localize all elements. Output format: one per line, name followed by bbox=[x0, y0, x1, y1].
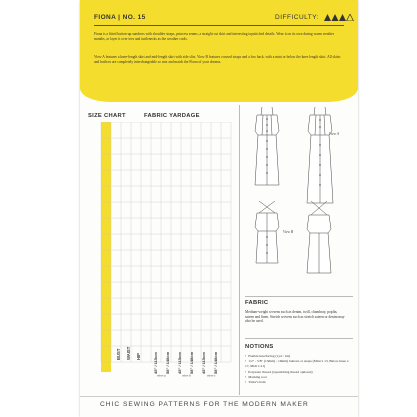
fabric-view-label: view a bbox=[157, 373, 166, 377]
difficulty-mark-1 bbox=[324, 14, 331, 21]
size-row-label: WAIST bbox=[126, 346, 131, 360]
pattern-envelope bbox=[80, 0, 358, 417]
notions-list bbox=[245, 354, 350, 385]
table-grid bbox=[101, 122, 231, 362]
difficulty-label: DIFFICULTY: bbox=[275, 14, 320, 21]
size-chart-heading: SIZE CHART bbox=[88, 113, 126, 119]
notion-item: • Polyester thread (topstitching thread optional) bbox=[245, 370, 350, 375]
column-divider bbox=[239, 105, 240, 395]
notions-heading: NOTIONS bbox=[245, 344, 274, 350]
technical-drawings bbox=[245, 105, 353, 280]
pattern-title: FIONA | NO. 15 bbox=[94, 14, 146, 21]
fabric-yardage-heading: FABRIC YARDAGE bbox=[144, 113, 200, 119]
footer-rule bbox=[80, 396, 358, 397]
fabric-width-label: 58" / 148cm bbox=[165, 351, 170, 374]
description-paragraph-2: View A features a knee-length skirt and mid-length skirt with side slits. View B features crossed straps and a low back, with a mini or below the knee length skirt. All skirts and bodices are completely interchangeable so mix and match the Fiona of your dreams. bbox=[94, 55, 341, 64]
description-paragraph-1: Fiona is a fitted button-up sundress with shoulder straps, princess seams, a straight cut skirt and interesting topstitched details. Wear it on its own during warm weather months, or layer it over tees and turtlenecks as the weather cools. bbox=[94, 32, 335, 41]
fabric-view-label: view c bbox=[207, 373, 216, 377]
fabric-width-label: 58" / 148cm bbox=[213, 351, 218, 374]
difficulty-mark-2 bbox=[332, 14, 339, 21]
difficulty-rating bbox=[324, 14, 354, 21]
notion-item: • Tailor's ham bbox=[245, 380, 350, 385]
view-b-label: View B bbox=[283, 230, 294, 234]
fabric-heading: FABRIC bbox=[245, 300, 269, 306]
fabric-width-label: 45" / 115cm bbox=[153, 352, 158, 374]
footer-tagline: CHIC SEWING PATTERNS FOR THE MODERN MAKER bbox=[100, 401, 309, 408]
size-column-band bbox=[101, 122, 111, 372]
view-b-back-drawing bbox=[307, 201, 331, 273]
notion-item: • Marking tool bbox=[245, 375, 350, 380]
fabric-width-label: 45" / 115cm bbox=[201, 352, 206, 374]
fabric-width-label: 58" / 148cm bbox=[189, 351, 194, 374]
fabric-description: Medium-weight wovens such as denim, twill, chambray, poplin, sateen and linen. Stretch wovens such as stretch sateen or denim may also be used. bbox=[245, 310, 345, 324]
header-band bbox=[80, 0, 358, 102]
size-yardage-table bbox=[85, 122, 235, 377]
view-b-front-drawing bbox=[255, 201, 279, 263]
size-row-label: BUST bbox=[116, 348, 121, 360]
size-row-label: HIP bbox=[136, 353, 141, 360]
view-a-back-drawing bbox=[307, 107, 333, 203]
title-rule bbox=[94, 25, 344, 26]
difficulty-mark-4 bbox=[347, 14, 354, 21]
fabric-width-label: 45" / 115cm bbox=[177, 352, 182, 374]
notion-item: • 1/2" - 5/8" (13mm) - 16mm) buttons or snaps (Mini x 13, Below knee x 17, Midi x 21) bbox=[245, 359, 350, 369]
notions-rule bbox=[245, 338, 353, 339]
view-a-front-drawing bbox=[255, 107, 279, 185]
fabric-view-label: view b bbox=[182, 373, 191, 377]
notion-item: • Fusible interfacing (1yd / 1m) bbox=[245, 354, 350, 359]
view-a-label: View A bbox=[329, 132, 339, 136]
fabric-rule bbox=[245, 296, 353, 297]
difficulty-mark-3 bbox=[339, 14, 346, 21]
